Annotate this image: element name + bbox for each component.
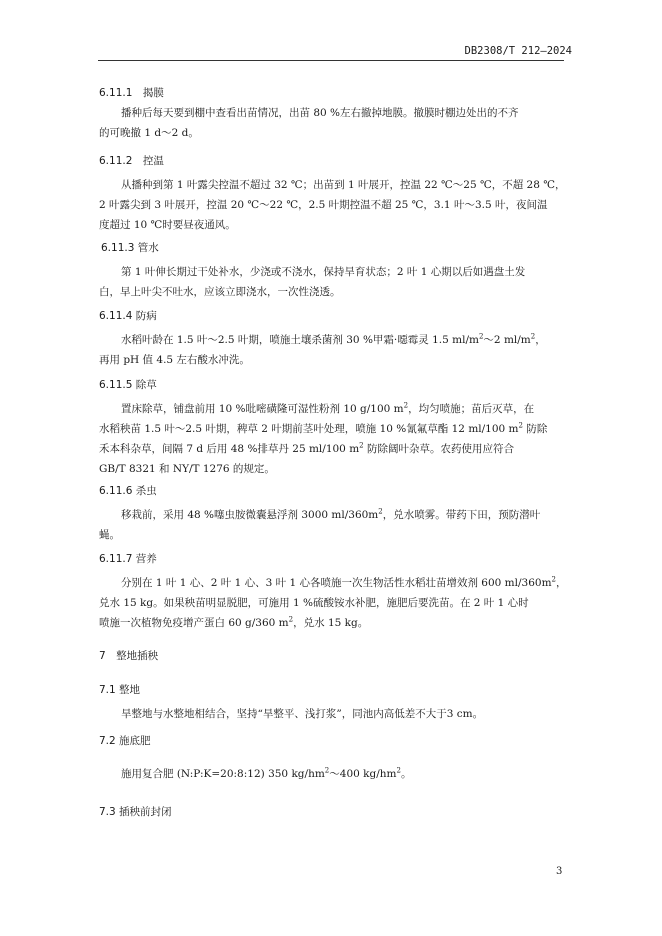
para-line: GB/T 8321 和 NY/T 1276 的规定。 (99, 463, 275, 475)
para-line: 禾本科杂草，间隔 7 d 后用 48 %排草丹 25 ml/100 $m^2$ 防除阔叶杂草。农药使用应符合 (99, 441, 514, 455)
heading-6-11-5: 6.11.5 除草 (99, 379, 157, 391)
document-id: DB2308/T 212—2024 (464, 45, 572, 57)
heading-6-11-2: 6.11.2 控温 (99, 155, 164, 167)
para-line: 度超过 10 ℃时要昼夜通风。 (99, 219, 236, 231)
para-line: 兑水 15 kg。如果秧苗明显脱肥，可施用 1 %硫酸铵水补肥，施肥后要洗苗。在 2 叶 1 心时 (99, 597, 529, 609)
para-line: 水稻秧苗 1.5 叶～2.5 叶期，稗草 2 叶期前茎叶处理，喷施 10 %氰氟草酯 12 ml/100 $m^2$ 防除 (99, 421, 548, 435)
heading-6-11-4: 6.11.4 防病 (99, 310, 157, 322)
para-line: 蝇。 (99, 529, 120, 541)
heading-7-3: 7.3 插秧前封闭 (99, 806, 172, 818)
heading-7-1: 7.1 整地 (99, 684, 141, 696)
heading-6-11-6: 6.11.6 杀虫 (99, 485, 157, 497)
header-rule (98, 60, 564, 61)
heading-6-11-1: 6.11.1 揭膜 (99, 87, 164, 99)
para-line: 施用复合肥 (N:P:K=20:8:12) 350 $kg/hm^2\sim 400$ $kg/hm^2$。 (121, 766, 412, 780)
para-line: 喷施一次植物免疫增产蛋白 60 g/360 $m^2$，兑水 15 kg。 (99, 615, 369, 629)
para-line: 2 叶露尖到 3 叶展开，控温 20 ℃～22 ℃，2.5 叶期控温不超 25 ℃，3.1 叶～3.5 叶，夜间温 (99, 199, 548, 211)
heading-6-11-7: 6.11.7 营养 (99, 553, 157, 565)
page-number: 3 (556, 866, 563, 877)
para-line: 再用 pH 值 4.5 左右酸水冲洗。 (99, 354, 250, 366)
para-line: 播种后每天要到棚中查看出苗情况，出苗 80 %左右撤掉地膜。撤膜时棚边处出的不齐 (121, 107, 519, 119)
para-line: 置床除草，铺盘前用 10 %吡嘧磺隆可湿性粉剂 10 g/100 $m^2$，均匀喷施；苗后灭草，在 (121, 401, 535, 415)
heading-6-11-3: 6.11.3 管水 (101, 242, 159, 254)
para-line: 分别在 1 叶 1 心、2 叶 1 心、3 叶 1 心各喷施一次生物活性水稻壮苗增效剂 600 $ml/360m^2$， (121, 575, 567, 589)
para-line: 白，早上叶尖不吐水，应该立即浇水，一次性浇透。 (99, 286, 341, 298)
para-line: 移栽前，采用 48 %噻虫胺微囊悬浮剂 3000 $ml/360m^2$，兑水喷雾。带药下田，预防潜叶 (121, 507, 541, 521)
para-line: 旱整地与水整地相结合，坚持“旱整平、浅打浆”，同池内高低差不大于3 cm。 (121, 708, 484, 720)
heading-7-2: 7.2 施底肥 (99, 735, 151, 747)
para-line: 第 1 叶伸长期过干处补水，少浇或不浇水，保持旱育状态；2 叶 1 心期以后如遇盘土发 (121, 266, 526, 278)
para-line: 水稻叶龄在 1.5 叶～2.5 叶期，喷施土壤杀菌剂 30 %甲霜·噁霉灵 1.5 $ml/m^2\sim 2$ $ml/m^2$， (121, 332, 546, 346)
heading-7: 7 整地插秧 (99, 650, 159, 662)
para-line: 的可晚撤 1 d～2 d。 (99, 127, 199, 139)
para-line: 从播种到第 1 叶露尖控温不超过 32 ℃；出苗到 1 叶展开，控温 22 ℃～25 ℃，不超 28 ℃， (121, 179, 566, 191)
